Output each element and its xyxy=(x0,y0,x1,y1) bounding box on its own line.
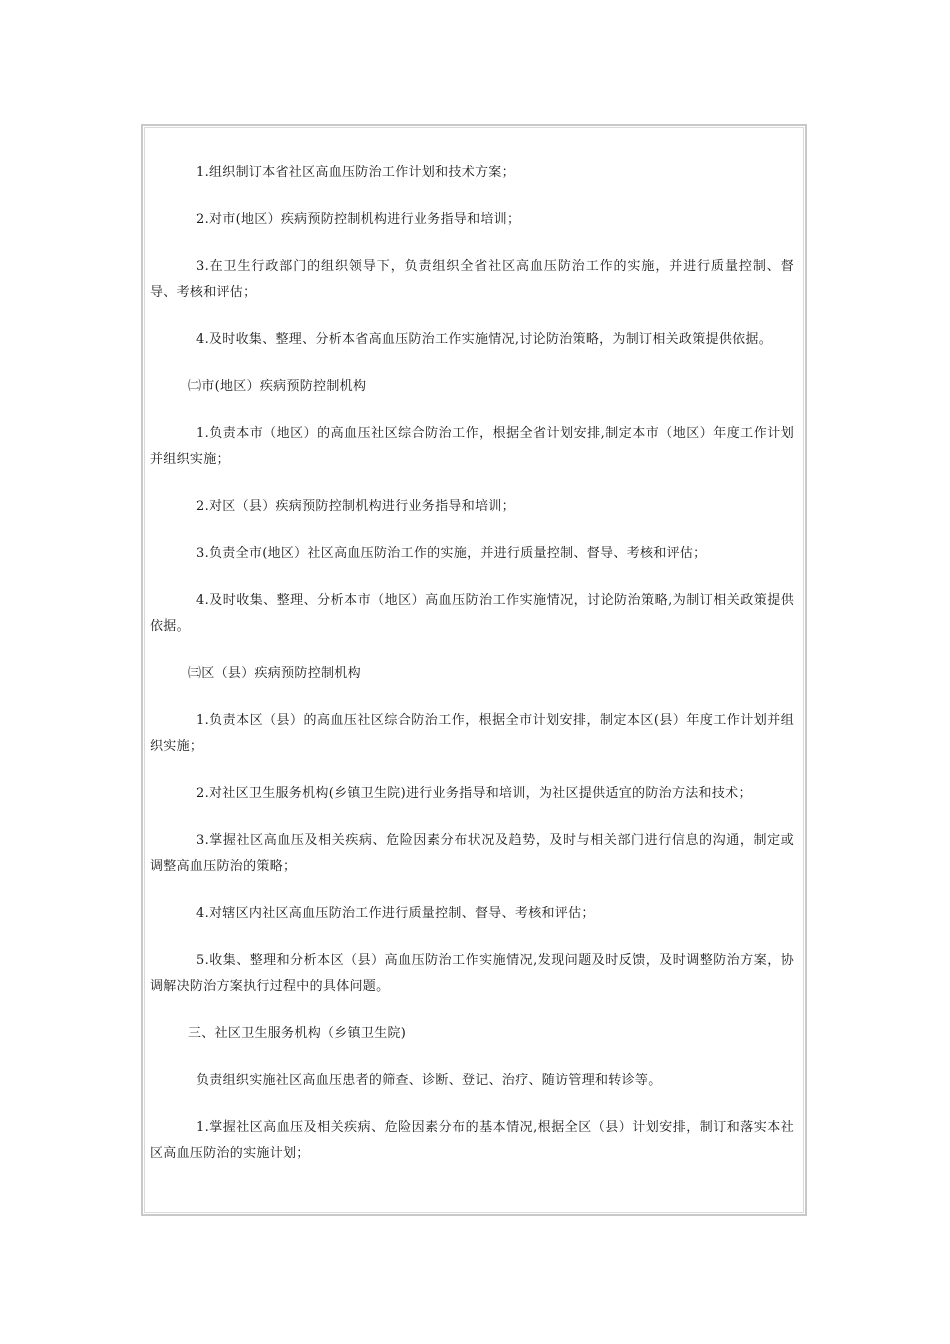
section-heading-community-health: 三、社区卫生服务机构（乡镇卫生院) xyxy=(188,1026,407,1041)
section-heading-district-cdc: ㈢区（县）疾病预防控制机构 xyxy=(188,666,361,681)
paragraph-city-item-4: 4.及时收集、整理、分析本市（地区）高血压防治工作实施情况，讨论防治策略,为制订相关政策提供依据。 xyxy=(150,593,794,634)
document-frame xyxy=(141,124,807,1216)
paragraph-community-item-1: 1.掌握社区高血压及相关疾病、危险因素分布的基本情况,根据全区（县）计划安排，制订和落实本社区高血压防治的实施计划； xyxy=(150,1120,794,1161)
paragraph-provincial-item-4: 4.及时收集、整理、分析本省高血压防治工作实施情况,讨论防治策略，为制订相关政策提供依据。 xyxy=(196,332,773,347)
section-heading-city-cdc: ㈡市(地区）疾病预防控制机构 xyxy=(188,379,367,394)
paragraph-district-item-5: 5.收集、整理和分析本区（县）高血压防治工作实施情况,发现问题及时反馈，及时调整防治方案，协调解决防治方案执行过程中的具体问题。 xyxy=(150,953,794,994)
paragraph-district-item-1: 1.负责本区（县）的高血压社区综合防治工作，根据全市计划安排，制定本区(县）年度工作计划并组织实施； xyxy=(150,713,794,754)
paragraph-city-item-3: 3.负责全市(地区）社区高血压防治工作的实施，并进行质量控制、督导、考核和评估； xyxy=(196,546,707,561)
paragraph-provincial-item-2: 2.对市(地区）疾病预防控制机构进行业务指导和培训； xyxy=(196,212,521,227)
document-frame-inner xyxy=(144,127,804,1213)
document-body xyxy=(150,160,794,1188)
paragraph-city-item-1: 1.负责本市（地区）的高血压社区综合防治工作，根据全省计划安排,制定本市（地区）年度工作计划并组织实施； xyxy=(150,426,794,467)
paragraph-community-intro: 负责组织实施社区高血压患者的筛查、诊断、登记、治疗、随访管理和转诊等。 xyxy=(196,1073,662,1088)
paragraph-district-item-2: 2.对社区卫生服务机构(乡镇卫生院)进行业务指导和培训，为社区提供适宜的防治方法和技术； xyxy=(196,786,752,801)
paragraph-provincial-item-3: 3.在卫生行政部门的组织领导下，负责组织全省社区高血压防治工作的实施，并进行质量控制、督导、考核和评估； xyxy=(150,259,794,300)
paragraph-city-item-2: 2.对区（县）疾病预防控制机构进行业务指导和培训； xyxy=(196,499,515,514)
paragraph-provincial-item-1: 1.组织制订本省社区高血压防治工作计划和技术方案； xyxy=(196,165,515,180)
paragraph-district-item-4: 4.对辖区内社区高血压防治工作进行质量控制、督导、考核和评估； xyxy=(196,906,595,921)
paragraph-district-item-3: 3.掌握社区高血压及相关疾病、危险因素分布状况及趋势，及时与相关部门进行信息的沟通，制定或调整高血压防治的策略； xyxy=(150,833,794,874)
